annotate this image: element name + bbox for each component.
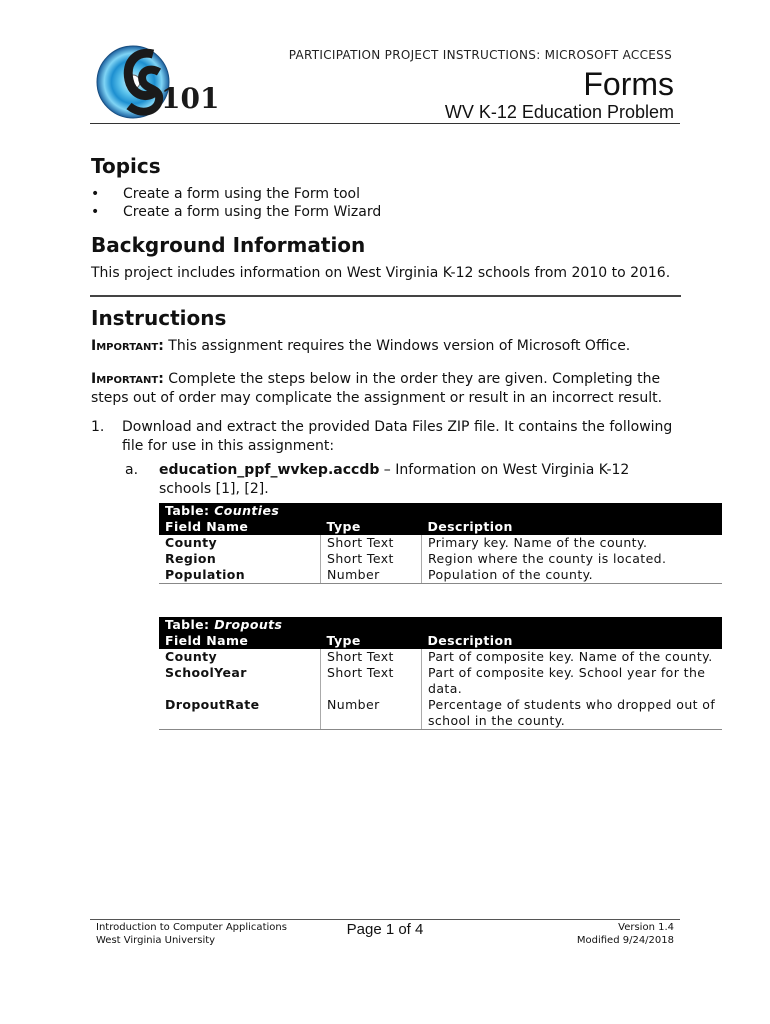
table-header-row: Field Name Type Description <box>159 633 722 649</box>
document-subtitle: WV K-12 Education Problem <box>444 102 674 122</box>
document-title: Forms <box>583 66 674 102</box>
topics-heading: Topics <box>91 154 161 178</box>
svg-text:101: 101 <box>161 82 220 115</box>
substep-letter: a. <box>125 462 139 478</box>
section-divider <box>90 295 681 297</box>
important-note-2: Important: Complete the steps below in the order they are given. Completing the steps out of order may complicate the assignment or result in an incorrect result. <box>91 371 663 406</box>
table-caption-row: Table: Counties <box>159 503 722 519</box>
table-header-row: Field Name Type Description <box>159 519 722 535</box>
substep-text: education_ppf_wvkep.accdb – Information on West Virginia K-12 schools [1], [2]. <box>159 462 630 497</box>
footer-course: Introduction to Computer Applications West Virginia University <box>96 922 287 946</box>
table-caption-row: Table: Dropouts <box>159 617 722 633</box>
background-text: This project includes information on West Virginia K-12 schools from 2010 to 2016. <box>91 265 671 281</box>
header-divider <box>90 123 680 124</box>
data-file-name: education_ppf_wvkep.accdb <box>159 462 380 478</box>
table-row: DropoutRate Number Percentage of students who dropped out of school in the county. <box>159 697 722 730</box>
table-row: County Short Text Primary key. Name of the county. <box>159 535 722 551</box>
important-note-1: Important: This assignment requires the Windows version of Microsoft Office. <box>91 338 631 354</box>
table-row: Region Short Text Region where the county is located. <box>159 551 722 567</box>
cs101-logo <box>95 42 220 126</box>
step-number: 1. <box>91 419 105 435</box>
footer-divider <box>90 919 680 920</box>
footer-version: Version 1.4 Modified 9/24/2018 <box>576 922 674 946</box>
counties-table <box>159 503 722 584</box>
background-heading: Background Information <box>91 233 366 257</box>
instructions-heading: Instructions <box>91 306 227 330</box>
table-row: Population Number Population of the county. <box>159 567 722 584</box>
table-row: County Short Text Part of composite key. Name of the county. <box>159 649 722 665</box>
dropouts-table <box>159 617 722 730</box>
page-number: Page 1 of 4 <box>346 921 424 938</box>
step-text: Download and extract the provided Data Files ZIP file. It contains the following file for use in this assignment: <box>122 419 673 454</box>
table-row: SchoolYear Short Text Part of composite key. School year for the data. <box>159 665 722 697</box>
header-kicker: PARTICIPATION PROJECT INSTRUCTIONS: MICROSOFT ACCESS <box>288 48 672 62</box>
